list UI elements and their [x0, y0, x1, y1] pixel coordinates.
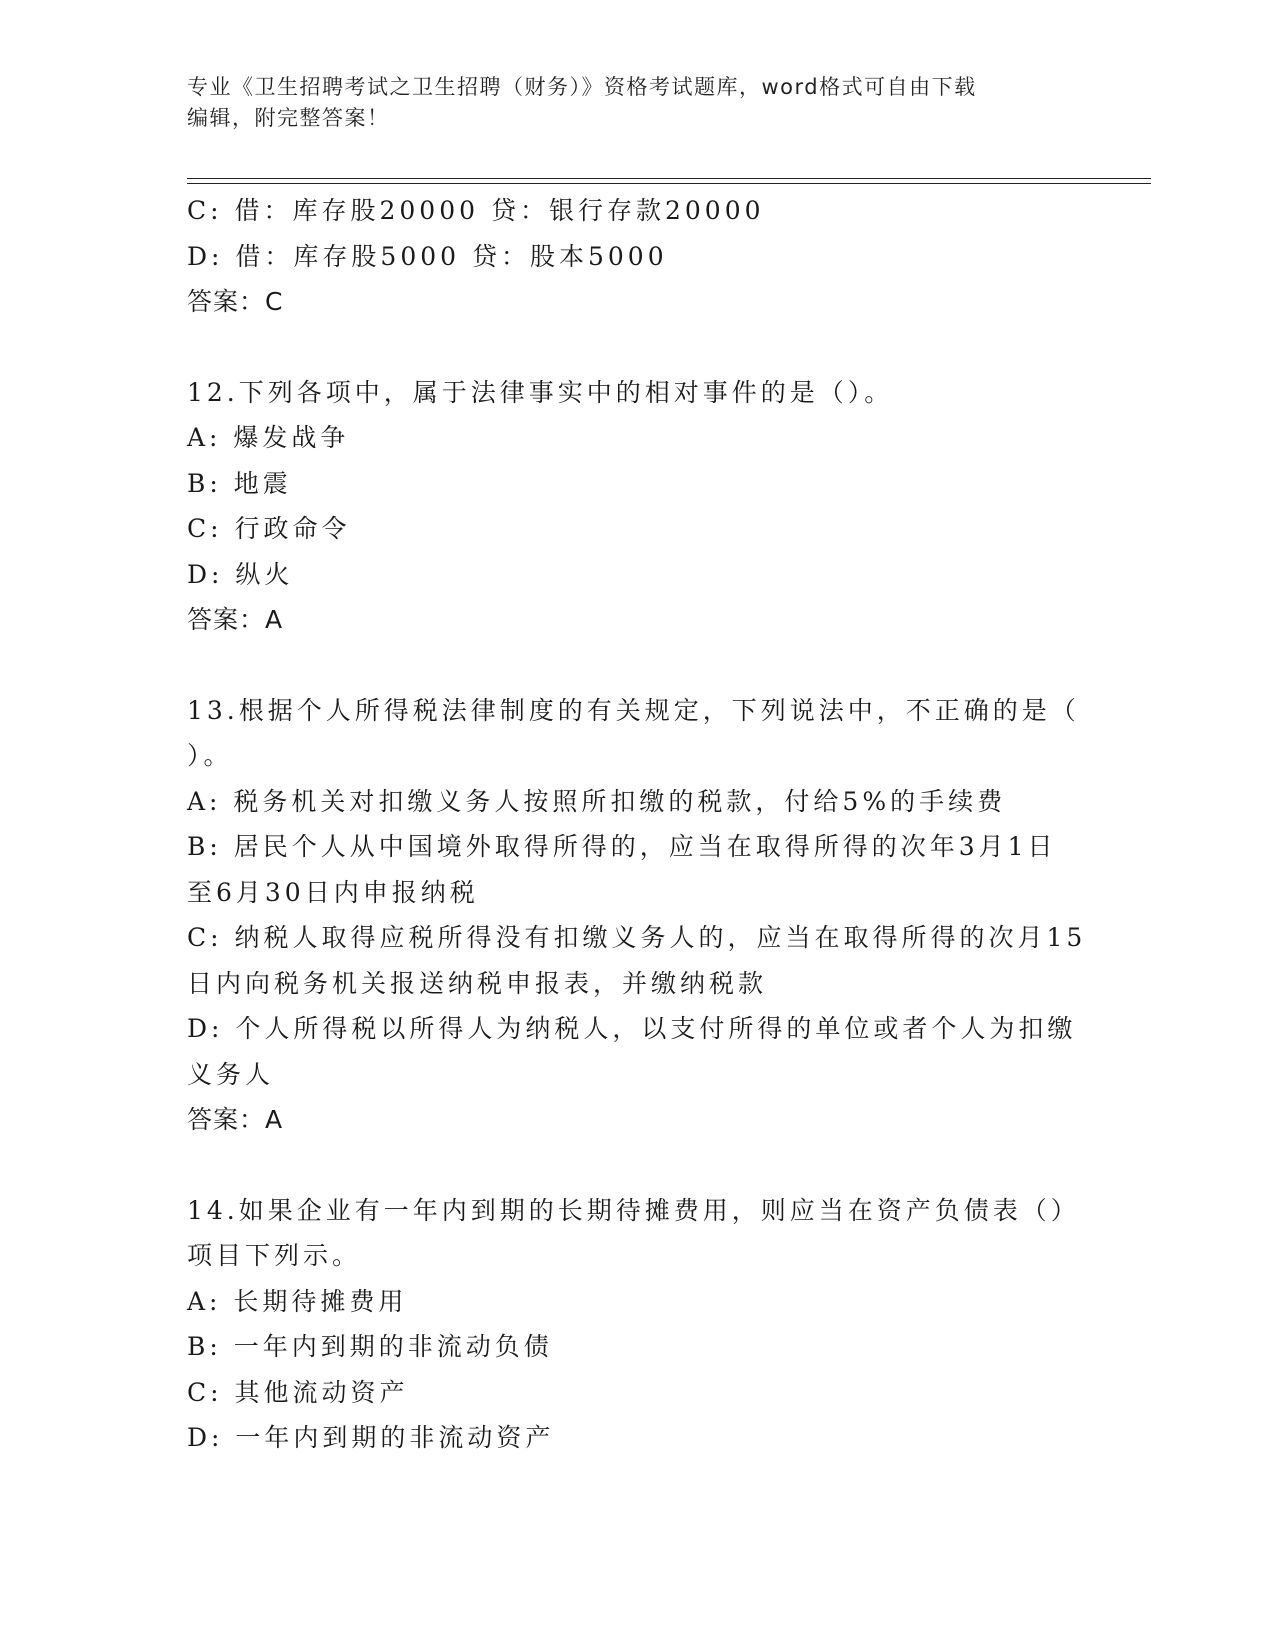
header-note [187, 72, 1067, 134]
option-a: A: 长期待摊费用 [187, 1286, 408, 1316]
question-stem: 12.下列各项中，属于法律事实中的相对事件的是（）。 [187, 377, 894, 407]
question-stem-cont: ）。 [187, 741, 233, 770]
question-12 [187, 370, 1087, 643]
header-divider-bottom [187, 183, 1151, 184]
option-c: C: 纳税人取得应税所得没有扣缴义务人的，应当在取得所得的次月15 [187, 923, 1087, 952]
answer-line: 答案：C [187, 287, 284, 316]
question-13 [187, 688, 1087, 1143]
question-14 [187, 1188, 1087, 1461]
question-stem-cont: 项目下列示。 [187, 1241, 362, 1270]
answer-line: 答案：A [187, 605, 284, 634]
option-c: C: 其他流动资产 [187, 1377, 409, 1407]
option-d: D: 个人所得税以所得人为纳税人，以支付所得的单位或者个人为扣缴 [187, 1014, 1077, 1043]
header-line-1: 专业《卫生招聘考试之卫生招聘（财务）》资格考试题库，word格式可自由下载 [187, 75, 977, 99]
option-c: C: 借：库存股20000 贷：银行存款20000 [187, 196, 765, 225]
question-list [187, 188, 1087, 1461]
option-d: D: 借：库存股5000 贷：股本5000 [187, 241, 668, 271]
header-line-2: 编辑，附完整答案！ [187, 106, 390, 130]
option-c-cont: 日内向税务机关报送纳税申报表，并缴纳税款 [187, 968, 768, 998]
question-11-continued [187, 188, 1087, 325]
option-c: C: 行政命令 [187, 514, 351, 543]
header-divider-top [187, 178, 1151, 179]
question-stem: 13.根据个人所得税法律制度的有关规定，下列说法中，不正确的是（ [187, 695, 1080, 725]
option-a: A: 税务机关对扣缴义务人按照所扣缴的税款，付给5%的手续费 [187, 786, 1007, 816]
option-a: A: 爆发战争 [187, 423, 350, 452]
option-d: D: 一年内到期的非流动资产 [187, 1423, 555, 1452]
option-b: B: 居民个人从中国境外取得所得的，应当在取得所得的次年3月1日 [187, 832, 1057, 861]
option-d-cont: 义务人 [187, 1059, 275, 1089]
option-b-cont: 至6月30日内申报纳税 [187, 877, 479, 907]
question-stem: 14.如果企业有一年内到期的长期待摊费用，则应当在资产负债表（） [187, 1195, 1080, 1225]
option-d: D: 纵火 [187, 559, 294, 589]
answer-line: 答案：A [187, 1105, 284, 1134]
option-b: B: 一年内到期的非流动负债 [187, 1332, 553, 1361]
option-b: B: 地震 [187, 468, 292, 498]
